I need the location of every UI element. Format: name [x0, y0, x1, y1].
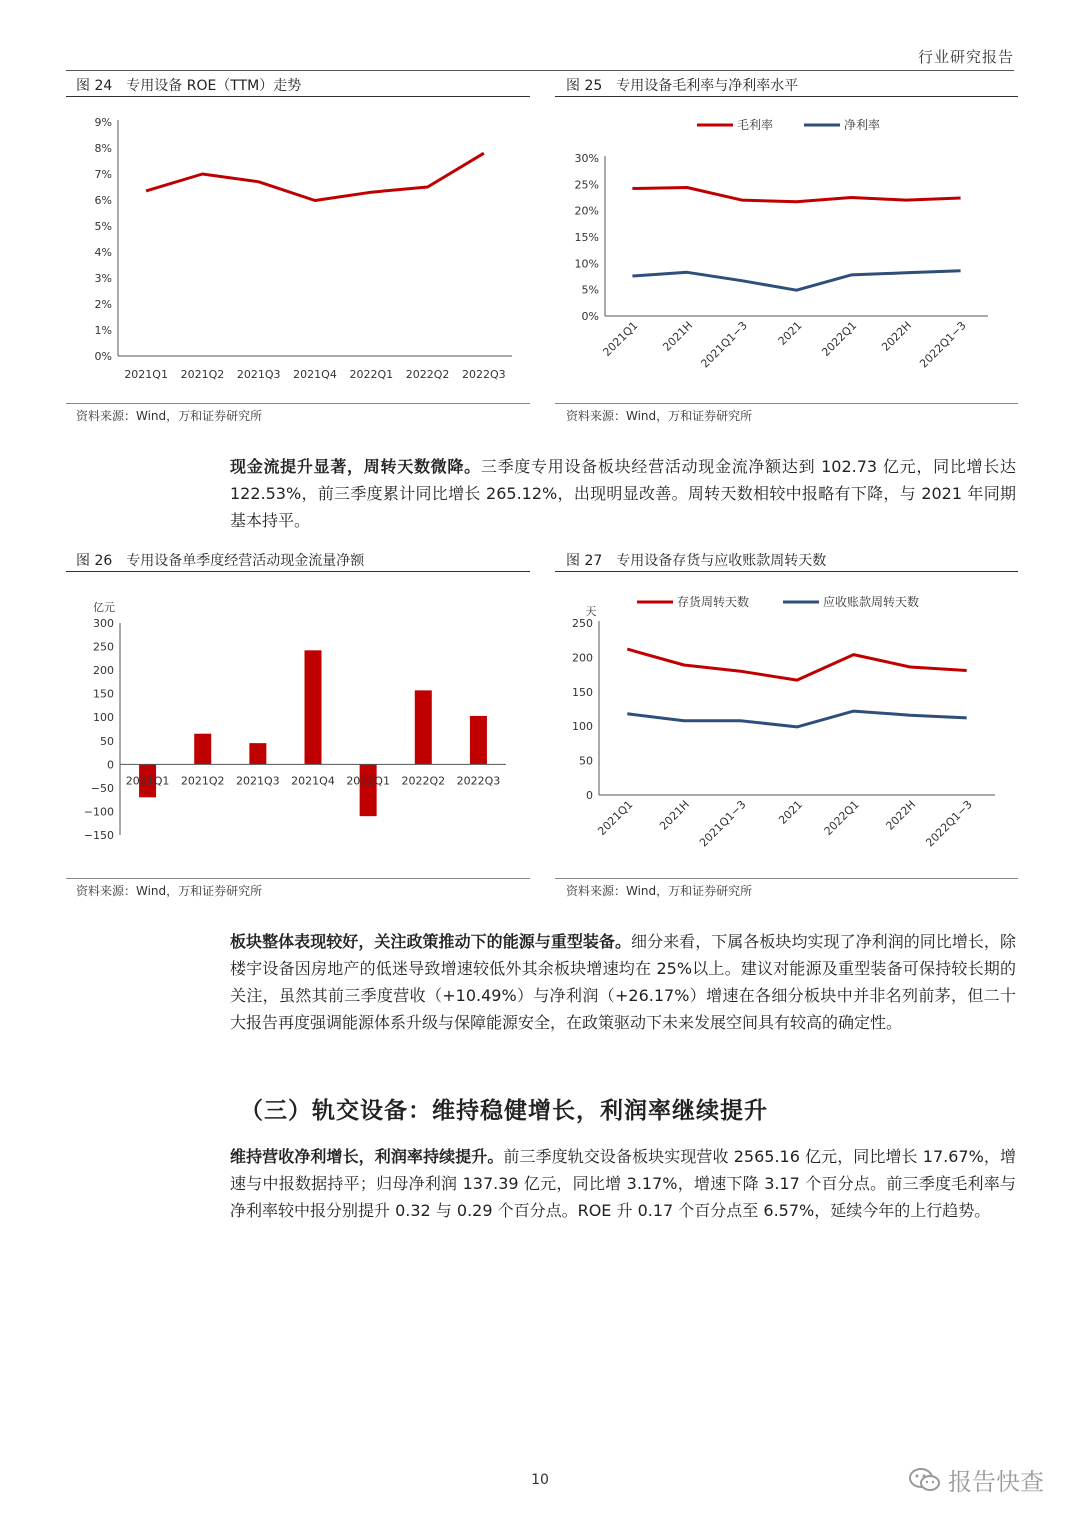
- fig27-x-tick-label: 2021H: [657, 797, 692, 833]
- fig24-title-divider: [66, 96, 530, 97]
- paragraph-rail: [230, 1143, 1016, 1224]
- fig26-bar: [305, 650, 322, 764]
- fig24-source-divider: [66, 403, 530, 404]
- fig24-source: 资料来源：Wind，万和证券研究所: [76, 409, 263, 423]
- fig27-y-tick-label: 100: [572, 720, 593, 734]
- fig24-x-tick-label: 2021Q2: [180, 368, 225, 381]
- fig25-legend-label-0: 毛利率: [737, 118, 774, 132]
- fig27-legend-label-1: 应收账款周转天数: [823, 595, 920, 609]
- fig24-x-tick-label: 2022Q1: [349, 368, 394, 381]
- fig26-y-tick-label: 250: [93, 640, 114, 654]
- fig26-bar: [470, 716, 487, 764]
- fig24-y-tick-label: 8%: [94, 142, 112, 155]
- fig24-y-tick-label: 9%: [94, 116, 112, 129]
- fig25-y-tick-label: 0%: [581, 310, 599, 323]
- paragraph-rail-lead: 维持营收净利增长，利润率持续提升。: [230, 1147, 504, 1166]
- fig24-roe-chart: [66, 100, 530, 400]
- paragraph-sector-body: 细分来看，下属各板块均实现了净利润的同比增长，除楼宇设备因房地产的低迷导致增速较低外其余板块增速均在 25%以上。建议对能源及重型装备可保持较长期的关注，虽然其前三季度营收（+10.49%）与净利润（+26.17%）增速在各细分板块中并非名列前茅，但二十大报告再度强调能源体系升级与保障能源安全，在政策驱动下未来发展空间具有较高的确定性。: [230, 932, 1016, 1032]
- fig25-x-tick-label: 2021: [775, 318, 805, 348]
- fig26-bar: [415, 690, 432, 764]
- fig25-title-divider: [555, 96, 1018, 97]
- fig26-x-tick-label: 2022Q2: [401, 774, 446, 788]
- fig27-turnover-chart: [555, 575, 1018, 875]
- fig26-title-divider: [66, 571, 530, 572]
- fig26-bar: [249, 743, 266, 764]
- fig24-x-tick-label: 2021Q3: [236, 368, 281, 381]
- paragraph-cashflow-lead: 现金流提升显著，周转天数微降。: [230, 457, 481, 476]
- fig27-y-axis-label: 天: [585, 605, 597, 618]
- paragraph-cashflow-body: 三季度专用设备板块经营活动现金流净额达到 102.73 亿元，同比增长达 122.53%，前三季度累计同比增长 265.12%，出现明显改善。周转天数相较中报略有下降，与 2021 年同期基本持平。: [230, 457, 1016, 530]
- fig27-y-tick-label: 150: [572, 685, 593, 699]
- fig27-y-tick-label: 50: [579, 754, 593, 768]
- fig27-series-line-1: [627, 711, 966, 727]
- fig26-y-tick-label: 0: [107, 758, 114, 772]
- fig25-source: 资料来源：Wind，万和证券研究所: [566, 409, 753, 423]
- fig26-y-tick-label: −50: [90, 781, 114, 795]
- paragraph-rail-body: 前三季度轨交设备板块实现营收 2565.16 亿元，同比增长 17.67%，增速与中报数据持平；归母净利润 137.39 亿元，同比增 3.17%，增速下降 3.17 个百分点。前三季度毛利率与净利率较中报分别提升 0.32 与 0.29 个百分点。ROE 升 0.17 个百分点至 6.57%，延续今年的上行趋势。: [230, 1147, 1016, 1220]
- fig25-x-tick-label: 2021H: [660, 318, 696, 354]
- fig24-y-tick-label: 4%: [94, 246, 112, 259]
- fig25-x-tick-label: 2021Q1: [600, 318, 641, 359]
- fig26-x-tick-label: 2021Q4: [291, 774, 335, 788]
- fig25-y-tick-label: 5%: [581, 283, 599, 297]
- watermark-text: 报告快查: [948, 1468, 1044, 1496]
- fig26-y-tick-label: −150: [83, 829, 114, 842]
- fig25-y-tick-label: 10%: [574, 257, 599, 271]
- page-number: 10: [531, 1472, 549, 1488]
- fig26-bar: [194, 734, 211, 765]
- fig26-x-tick-label: 2022Q1: [346, 774, 390, 788]
- wechat-icon: [908, 1466, 942, 1494]
- report-category-header: 行业研究报告: [917, 48, 1014, 66]
- fig26-x-tick-label: 2021Q3: [236, 774, 280, 788]
- paragraph-cashflow: [230, 453, 1016, 534]
- fig27-y-tick-label: 250: [572, 617, 593, 630]
- fig25-title: 图 25 专用设备毛利率与净利率水平: [566, 78, 799, 94]
- fig26-y-tick-label: 100: [93, 711, 114, 725]
- fig24-y-tick-label: 3%: [94, 272, 112, 285]
- fig27-x-tick-label: 2021Q1−3: [697, 797, 749, 850]
- section-heading-rail: （三）轨交设备：维持稳健增长，利润率继续提升: [240, 1098, 768, 1124]
- fig25-y-tick-label: 15%: [574, 231, 599, 244]
- watermark: [908, 1462, 1044, 1497]
- fig26-y-axis-label: 亿元: [93, 601, 115, 614]
- fig26-y-tick-label: −100: [83, 805, 114, 819]
- fig24-y-tick-label: 6%: [94, 194, 112, 207]
- fig27-title-divider: [555, 571, 1018, 572]
- fig25-y-tick-label: 20%: [574, 204, 599, 218]
- fig27-y-tick-label: 0: [586, 789, 593, 802]
- fig25-x-tick-label: 2021Q1−3: [698, 318, 750, 371]
- fig24-y-tick-label: 1%: [94, 324, 112, 337]
- fig27-x-tick-label: 2022Q1−3: [923, 797, 975, 850]
- fig26-cashflow-chart: [66, 575, 530, 875]
- fig27-source: 资料来源：Wind，万和证券研究所: [566, 884, 753, 898]
- fig25-series-line-1: [632, 271, 960, 291]
- fig25-legend-label-1: 净利率: [844, 118, 881, 132]
- fig25-y-tick-label: 25%: [574, 178, 599, 192]
- fig24-y-tick-label: 7%: [94, 168, 112, 181]
- paragraph-sector-lead: 板块整体表现较好，关注政策推动下的能源与重型装备。: [230, 932, 632, 951]
- fig26-y-tick-label: 300: [93, 617, 114, 630]
- fig26-x-tick-label: 2022Q3: [456, 774, 501, 788]
- fig26-title: 图 26 专用设备单季度经营活动现金流量净额: [76, 553, 365, 569]
- fig24-x-tick-label: 2022Q2: [405, 368, 450, 381]
- fig26-bar: [360, 764, 377, 816]
- fig27-y-tick-label: 200: [572, 651, 593, 665]
- fig24-y-tick-label: 0%: [94, 350, 112, 363]
- fig25-x-tick-label: 2022Q1−3: [917, 318, 969, 371]
- fig26-source-divider: [66, 878, 530, 879]
- fig25-y-tick-label: 30%: [574, 152, 599, 165]
- fig24-series-line-0: [146, 153, 484, 200]
- fig26-y-tick-label: 200: [93, 664, 114, 678]
- fig24-x-tick-label: 2022Q3: [462, 368, 506, 381]
- header-divider: [66, 70, 1014, 71]
- fig26-y-tick-label: 50: [100, 734, 114, 748]
- fig27-x-tick-label: 2022Q1: [821, 797, 862, 838]
- fig26-x-tick-label: 2021Q2: [180, 774, 225, 788]
- fig24-x-tick-label: 2021Q4: [293, 368, 337, 381]
- fig25-series-line-0: [632, 188, 960, 202]
- fig25-margin-chart: [555, 100, 1018, 400]
- fig24-y-tick-label: 5%: [94, 220, 112, 233]
- fig27-legend-label-0: 存货周转天数: [677, 595, 750, 609]
- fig26-y-tick-label: 150: [93, 687, 114, 701]
- fig25-x-tick-label: 2022H: [879, 318, 915, 354]
- fig24-y-tick-label: 2%: [94, 298, 112, 311]
- fig27-x-tick-label: 2021Q1: [595, 797, 636, 838]
- fig25-x-tick-label: 2022Q1: [819, 318, 860, 359]
- fig26-source: 资料来源：Wind，万和证券研究所: [76, 884, 263, 898]
- fig27-x-tick-label: 2021: [776, 797, 806, 827]
- fig27-source-divider: [555, 878, 1018, 879]
- fig27-x-tick-label: 2022H: [883, 797, 919, 833]
- fig24-title: 图 24 专用设备 ROE（TTM）走势: [76, 78, 302, 94]
- paragraph-sector-overview: [230, 928, 1016, 1036]
- fig25-source-divider: [555, 403, 1018, 404]
- fig27-series-line-0: [627, 649, 966, 680]
- fig24-x-tick-label: 2021Q1: [124, 368, 168, 381]
- fig26-x-tick-label: 2021Q1: [125, 774, 170, 788]
- fig27-title: 图 27 专用设备存货与应收账款周转天数: [566, 553, 827, 569]
